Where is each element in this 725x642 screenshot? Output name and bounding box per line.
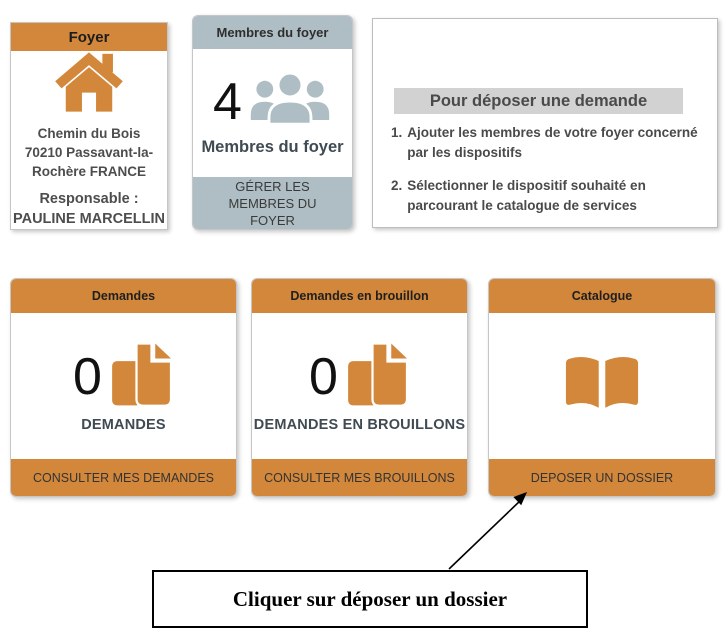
responsable-name: PAULINE MARCELLIN (13, 211, 165, 227)
deposer-dossier-button[interactable]: DEPOSER UN DOSSIER (489, 459, 715, 496)
address-line-2: 70210 Passavant-la- (24, 145, 154, 160)
demandes-card-body (11, 313, 236, 459)
instructions-title: Pour déposer une demande (394, 88, 683, 114)
instructions-steps (391, 123, 703, 229)
brouillons-card (251, 278, 468, 497)
membres-card-body (193, 49, 352, 177)
annotation-text: Cliquer sur déposer un dossier (232, 586, 508, 611)
consulter-demandes-button[interactable]: CONSULTER MES DEMANDES (11, 459, 236, 496)
consulter-brouillons-button[interactable]: CONSULTER MES BROUILLONS (252, 459, 467, 496)
brouillons-card-body (252, 313, 467, 459)
brouillons-label: DEMANDES EN BROUILLONS (253, 416, 466, 433)
demandes-card-title: Demandes (11, 279, 236, 313)
demandes-count-row (73, 340, 174, 415)
users-icon (248, 69, 332, 134)
brouillons-count-row (309, 340, 410, 415)
copy-files-icon (344, 340, 410, 415)
step-2-number: 2. (391, 178, 403, 193)
instruction-step-1 (391, 123, 703, 163)
demandes-label: DEMANDES (81, 416, 166, 433)
annotation-box (152, 570, 588, 628)
demandes-count: 0 (73, 348, 102, 406)
membres-count: 4 (213, 72, 242, 131)
brouillons-card-title: Demandes en brouillon (252, 279, 467, 313)
membres-count-row (213, 69, 332, 134)
foyer-card (10, 22, 168, 230)
catalogue-card-body (489, 313, 715, 459)
address-line-3: Rochère FRANCE (31, 164, 147, 179)
demandes-card (10, 278, 237, 497)
instruction-step-2 (391, 176, 703, 216)
membres-card (192, 15, 353, 230)
copy-files-icon (108, 340, 174, 415)
membres-card-title: Membres du foyer (193, 16, 352, 49)
instructions-card (372, 18, 718, 228)
step-2-text: Sélectionner le dispositif souhaité en parcourant le catalogue de services (407, 178, 646, 213)
foyer-card-title: Foyer (11, 23, 167, 51)
catalogue-card (488, 278, 716, 497)
foyer-address (25, 124, 153, 181)
brouillons-count: 0 (309, 348, 338, 406)
step-1-text: Ajouter les membres de votre foyer concerné par les dispositifs (407, 125, 698, 160)
open-book-icon (561, 354, 643, 419)
responsable-label: Responsable : (39, 191, 139, 207)
address-line-1: Chemin du Bois (37, 126, 141, 141)
foyer-card-body (11, 51, 167, 229)
step-1-number: 1. (391, 125, 403, 140)
membres-label: Membres du foyer (201, 138, 344, 156)
catalogue-card-title: Catalogue (489, 279, 715, 313)
annotation-arrow-icon (430, 483, 545, 575)
foyer-responsable (13, 189, 165, 229)
home-icon (53, 51, 125, 118)
gerer-membres-button[interactable]: GÉRER LES MEMBRES DU FOYER (193, 177, 352, 229)
